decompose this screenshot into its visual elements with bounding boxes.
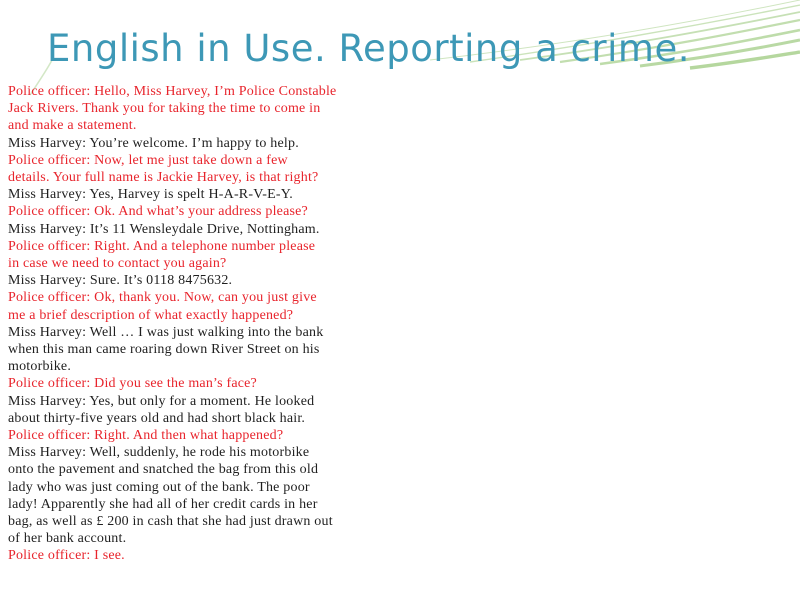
officer-line: Police officer: Now, let me just take down a few <box>8 152 288 168</box>
officer-line: Police officer: Ok. And what’s your address please? <box>8 204 308 220</box>
officer-line: Police officer: Right. And a telephone number please <box>8 238 316 254</box>
harvey-line: Miss Harvey: It’s 11 Wensleydale Drive, Nottingham. <box>8 221 320 237</box>
officer-line: me a brief description of what exactly happened? <box>8 307 294 323</box>
harvey-line: lady who was just coming out of the bank. The poor <box>8 479 310 495</box>
harvey-line: Miss Harvey: Yes, Harvey is spelt H-A-R-V-E-Y. <box>8 187 293 203</box>
harvey-line: when this man came roaring down River Street on his <box>8 342 320 358</box>
officer-line: and make a statement. <box>8 118 137 134</box>
harvey-line: motorbike. <box>8 359 72 375</box>
harvey-line: Miss Harvey: Well, suddenly, he rode his motorbike <box>8 445 310 461</box>
harvey-line: Miss Harvey: Sure. It’s 0118 8475632. <box>8 273 233 289</box>
officer-line: Police officer: Did you see the man’s face? <box>8 376 257 392</box>
harvey-line: Miss Harvey: Well … I was just walking into the bank <box>8 324 324 340</box>
dialogue-text <box>8 83 408 565</box>
officer-line: Police officer: Ok, thank you. Now, can you just give <box>8 290 317 306</box>
officer-line: details. Your full name is Jackie Harvey, is that right? <box>8 170 319 186</box>
harvey-line: of her bank account. <box>8 531 127 547</box>
harvey-line: about thirty-five years old and had short black hair. <box>8 410 306 426</box>
officer-line: Police officer: Hello, Miss Harvey, I’m Police Constable <box>8 84 337 99</box>
harvey-line: onto the pavement and snatched the bag from this old <box>8 462 319 478</box>
officer-line: Police officer: Right. And then what happened? <box>8 428 284 444</box>
harvey-line: Miss Harvey: You’re welcome. I’m happy to help. <box>8 135 299 151</box>
officer-line: in case we need to contact you again? <box>8 256 227 272</box>
officer-line: Jack Rivers. Thank you for taking the time to come in <box>8 101 321 117</box>
harvey-line: Miss Harvey: Yes, but only for a moment. He looked <box>8 393 315 409</box>
harvey-line: bag, as well as £ 200 in cash that she had just drawn out <box>8 514 333 530</box>
slide-title: English in Use. Reporting a crime. <box>47 27 690 70</box>
harvey-line: lady! Apparently she had all of her credit cards in her <box>8 496 318 512</box>
officer-line: Police officer: I see. <box>8 548 125 564</box>
